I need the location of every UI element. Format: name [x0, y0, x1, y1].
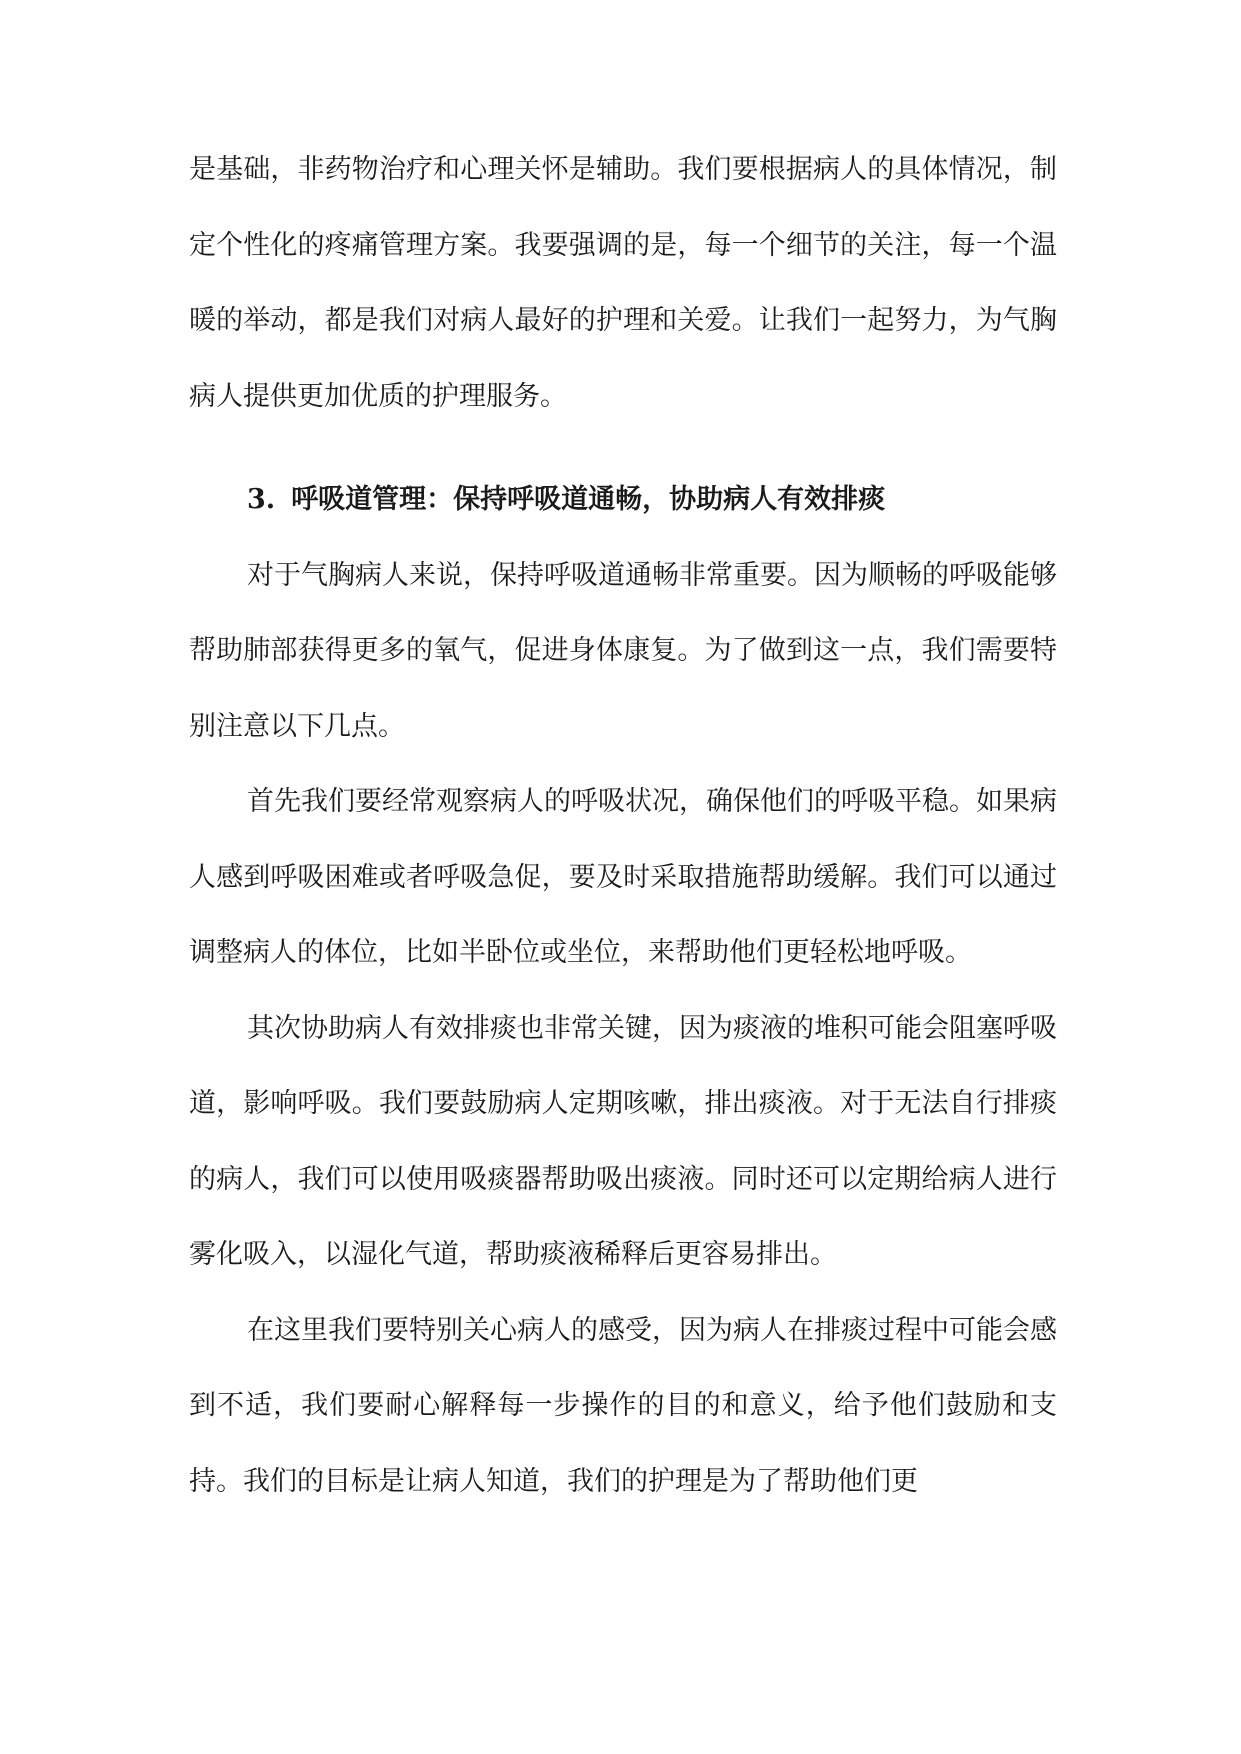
paragraph-continuation: 是基础，非药物治疗和心理关怀是辅助。我们要根据病人的具体情况，制定个性化的疼痛管理方案。我要强调的是，每一个细节的关注，每一个温暖的举动，都是我们对病人最好的护理和关爱。让我们一起努力，为气胸病人提供更加优质的护理服务。: [189, 154, 1057, 412]
section-heading: [189, 462, 1057, 538]
section-number: 3.: [247, 484, 276, 515]
paragraph: 其次协助病人有效排痰也非常关键，因为痰液的堆积可能会阻塞呼吸道，影响呼吸。我们要鼓励病人定期咳嗽，排出痰液。对于无法自行排痰的病人，我们可以使用吸痰器帮助吸出痰液。同时还可以定期给病人进行雾化吸入，以湿化气道，帮助痰液稀释后更容易排出。: [189, 1012, 1057, 1270]
paragraph: 在这里我们要特别关心病人的感受，因为病人在排痰过程中可能会感到不适，我们要耐心解释每一步操作的目的和意义，给予他们鼓励和支持。我们的目标是让病人知道，我们的护理是为了帮助他们更: [189, 1314, 1057, 1497]
paragraph: 首先我们要经常观察病人的呼吸状况，确保他们的呼吸平稳。如果病人感到呼吸困难或者呼吸急促，要及时采取措施帮助缓解。我们可以通过调整病人的体位，比如半卧位或坐位，来帮助他们更轻松地呼吸。: [189, 786, 1057, 968]
document-body: [189, 132, 1057, 1519]
section-title: 呼吸道管理：保持呼吸道通畅，协助病人有效排痰: [291, 484, 886, 515]
paragraph: 对于气胸病人来说，保持呼吸道通畅非常重要。因为顺畅的呼吸能够帮助肺部获得更多的氧气，促进身体康复。为了做到这一点，我们需要特别注意以下几点。: [189, 559, 1057, 742]
